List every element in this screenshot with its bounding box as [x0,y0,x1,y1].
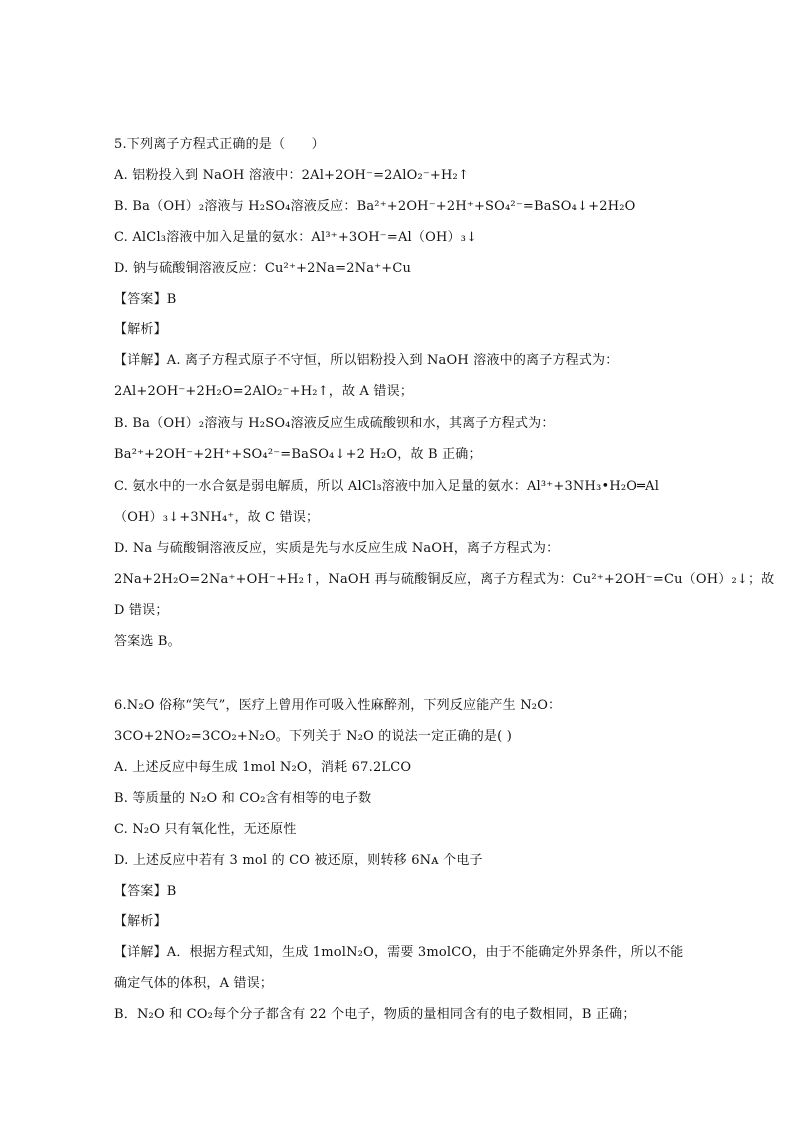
q5-option-d: D. 钠与硫酸铜溶液反应：Cu²⁺+2Na=2Na⁺+Cu [114,261,412,276]
q5-answer: 【答案】B [114,292,177,307]
q6-analysis-heading: 【解析】 [114,914,167,929]
q5-detail-line-10: 答案选 B。 [114,634,181,649]
q6-detail-line-1: 【详解】A．根据方程式知，生成 1molN₂O，需要 3molCO，由于不能确定外界条件，所以不能 [114,945,684,960]
q5-detail-line-1: 【详解】A. 离子方程式原子不守恒，所以铝粉投入到 NaOH 溶液中的离子方程式为： [114,353,619,368]
q5-detail-line-5: C. 氨水中的一水合氨是弱电解质，所以 AlCl₃溶液中加入足量的氨水：Al³⁺+3NH₃•H₂O═Al [114,479,660,494]
q5-option-b: B. Ba（OH）₂溶液与 H₂SO₄溶液反应：Ba²⁺+2OH⁻+2H⁺+SO₄²⁻=BaSO₄↓+2H₂O [114,199,636,214]
q5-detail-line-9: D 错误； [114,603,169,618]
q5-option-a: A. 铝粉投入到 NaOH 溶液中：2Al+2OH⁻=2AlO₂⁻+H₂↑ [114,168,470,183]
q5-detail-line-2: 2Al+2OH⁻+2H₂O=2AlO₂⁻+H₂↑，故 A 错误； [114,384,414,399]
q6-title-line-1: 6.N₂O 俗称“笑气”，医疗上曾用作可吸入性麻醉剂，下列反应能产生 N₂O： [114,698,562,713]
q5-analysis-heading: 【解析】 [114,322,167,337]
q6-option-a: A. 上述反应中每生成 1mol N₂O，消耗 67.2LCO [114,760,412,775]
q6-detail-line-3: B．N₂O 和 CO₂每个分子都含有 22 个电子，物质的量相同含有的电子数相同，B 正确； [114,1007,636,1022]
q5-detail-line-7: D. Na 与硫酸铜溶液反应，实质是先与水反应生成 NaOH，离子方程式为： [114,541,560,556]
q5-detail-line-6: （OH）₃↓+3NH₄⁺，故 C 错误； [114,510,320,525]
q6-answer: 【答案】B [114,884,177,899]
q6-option-c: C. N₂O 只有氧化性，无还原性 [114,822,297,837]
q5-detail-line-4: Ba²⁺+2OH⁻+2H⁺+SO₄²⁻=BaSO₄↓+2 H₂O，故 B 正确； [114,447,482,462]
q6-option-b: B. 等质量的 N₂O 和 CO₂含有相等的电子数 [114,791,372,806]
q5-detail-line-8: 2Na+2H₂O=2Na⁺+OH⁻+H₂↑，NaOH 再与硫酸铜反应，离子方程式为：Cu²⁺+2OH⁻=Cu（OH）₂↓；故 [114,572,775,587]
q5-detail-line-3: B. Ba（OH）₂溶液与 H₂SO₄溶液反应生成硫酸钡和水，其离子方程式为： [114,416,555,431]
q6-option-d: D. 上述反应中若有 3 mol 的 CO 被还原，则转移 6Nᴀ 个电子 [114,853,483,868]
q5-option-c: C. AlCl₃溶液中加入足量的氨水：Al³⁺+3OH⁻=Al（OH）₃↓ [114,230,478,245]
q5-title: 5.下列离子方程式正确的是（ ） [114,137,325,152]
q6-detail-line-2: 确定气体的体积，A 错误； [114,976,274,991]
q6-title-line-2: 3CO+2NO₂=3CO₂+N₂O。下列关于 N₂O 的说法一定正确的是( ) [114,729,512,744]
